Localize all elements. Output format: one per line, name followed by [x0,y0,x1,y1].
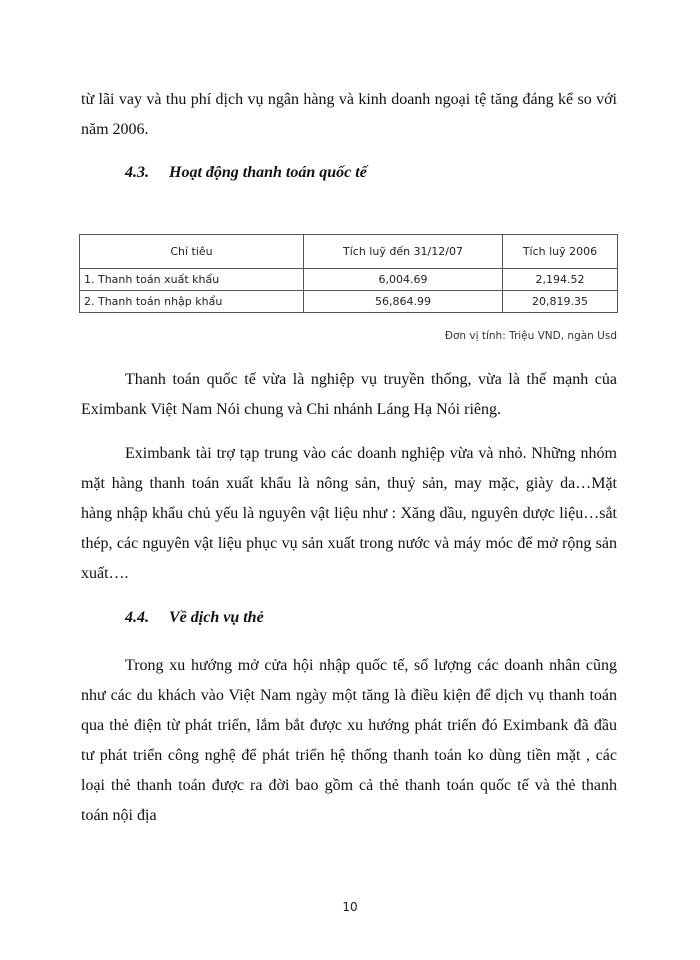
intro-paragraph [81,85,617,145]
cell-value: 6,004.69 [304,269,503,291]
text-line: loại thẻ thanh toán được ra đời bao gồm cả thẻ thanh toán quốc tế và thẻ thanh [81,777,617,794]
row-label: 1. Thanh toán xuất khẩu [80,269,304,291]
section-title: Về dịch vụ thẻ [169,609,264,626]
paragraph-card-services [81,651,617,831]
text-line: Eximbank tài trợ tạp trung vào các doanh nghiệp vừa và nhỏ. Những nhóm [125,445,617,462]
cell-value: 56,864.99 [304,291,503,313]
text-line: mặt hàng thanh toán xuất khẩu là nông sản, thuỷ sản, may mặc, giày da…Mặt [81,475,617,492]
table-row [80,269,618,291]
text-line: toán nội địa [81,807,157,824]
text-line: Eximbank Việt Nam Nói chung và Chi nhánh Láng Hạ Nói riêng. [81,401,501,418]
section-heading-4-3 [125,164,367,182]
text-line: qua thẻ điện từ phát triển, lắm bắt được xu hướng phát triển đó Eximbank đã đầu [81,717,617,734]
cell-value: 20,819.35 [503,291,618,313]
section-title: Hoạt động thanh toán quốc tế [169,164,367,181]
text-line: Thanh toán quốc tế vừa là nghiệp vụ truyền thống, vừa là thế mạnh của [125,371,617,388]
text-line: như các du khách vào Việt Nam ngày một tăng là điều kiện để dịch vụ thanh toán [81,687,617,704]
section-number: 4.4. [125,609,149,626]
page-number: 10 [342,900,358,914]
row-label: 2. Thanh toán nhập khẩu [80,291,304,313]
paragraph-eximbank-financing [81,439,617,589]
payment-table [79,234,618,313]
table-header-row [80,235,618,269]
cell-value: 2,194.52 [503,269,618,291]
table-row [80,291,618,313]
text-line: tư phát triển công nghệ để phát triển hệ thống thanh toán ko dùng tiền mặt , các [81,747,617,764]
text-line: năm 2006. [81,121,149,138]
text-line: hàng nhập khẩu chủ yếu là nguyên vật liệu như : Xăng dầu, nguyên dược liệu…sắt [81,505,617,522]
section-number: 4.3. [125,164,149,181]
column-header: Chỉ tiêu [80,235,304,269]
section-heading-4-4 [125,609,264,627]
text-line: thép, các nguyên vật liệu phục vụ sản xuất trong nước và máy móc để mở rộng sản [81,535,617,552]
text-line: Trong xu hướng mở cửa hội nhập quốc tế, số lượng các doanh nhân cũng [125,657,617,674]
column-header: Tích luỹ 2006 [503,235,618,269]
paragraph-international-payment [81,365,617,425]
column-header: Tích luỹ đến 31/12/07 [304,235,503,269]
unit-note: Đơn vị tính: Triệu VND, ngàn Usd [444,330,617,342]
text-line: từ lãi vay và thu phí dịch vụ ngân hàng và kinh doanh ngoại tệ tăng đáng kể so với [81,91,617,108]
text-line: xuất…. [81,565,129,582]
